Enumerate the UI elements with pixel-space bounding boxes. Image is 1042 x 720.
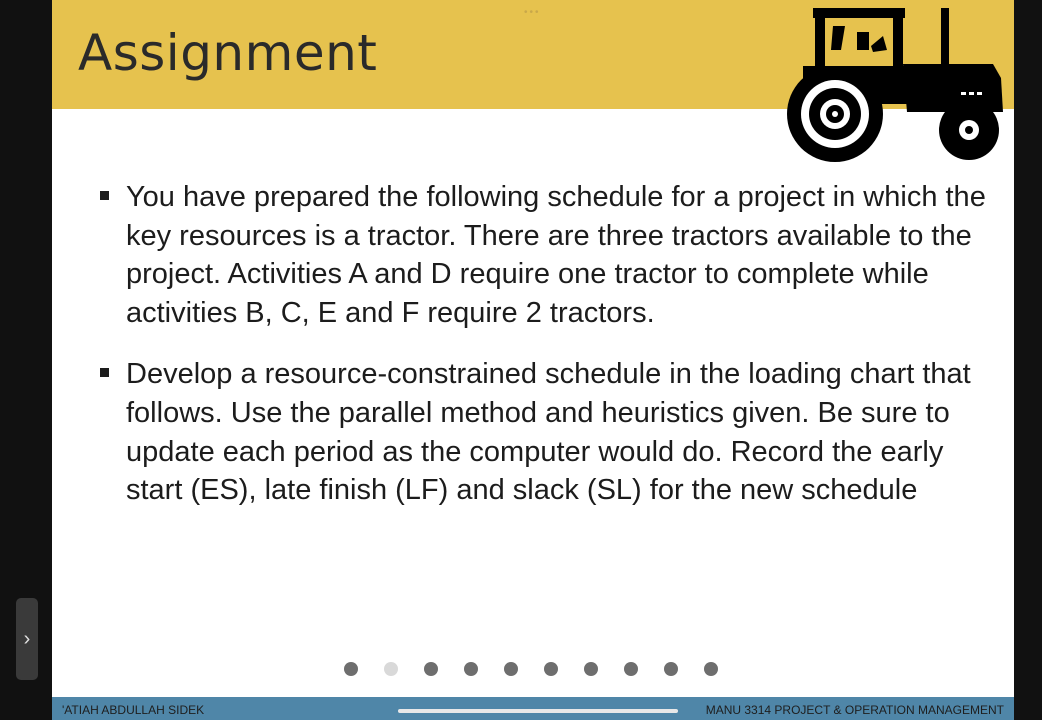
- tractor-icon: [783, 6, 1013, 162]
- side-panel-toggle[interactable]: [16, 598, 38, 680]
- footer-author: 'ATIAH ABDULLAH SIDEK: [62, 703, 205, 717]
- bullet-text: You have prepared the following schedule for a project in which the key resources is a tractor. There are three tractors available to the project. Activities A and D require one tractor to complete while activities B, C, E and F require 2 tractors.: [126, 181, 986, 329]
- page-dot-current[interactable]: [384, 662, 398, 676]
- bullet-square-icon: [100, 368, 109, 377]
- slide-title: Assignment: [78, 24, 378, 82]
- page-dot[interactable]: [504, 662, 518, 676]
- page-dot[interactable]: [624, 662, 638, 676]
- bullet-item-1: [92, 178, 992, 332]
- page-dot[interactable]: [704, 662, 718, 676]
- page-dot[interactable]: [464, 662, 478, 676]
- footer-course: MANU 3314 PROJECT & OPERATION MANAGEMENT: [705, 703, 1004, 717]
- slide: [52, 0, 1014, 720]
- top-marker: •••: [524, 7, 541, 18]
- bullet-text: Develop a resource-constrained schedule in the loading chart that follows. Use the parallel method and heuristics given. Be sure to update each period as the computer would do. Record the early start (ES), late finish (LF) and slack (SL) for the new schedule: [126, 358, 971, 507]
- page-dot[interactable]: [424, 662, 438, 676]
- chevron-right-icon: ›: [23, 628, 31, 650]
- page-dot[interactable]: [344, 662, 358, 676]
- page-dot[interactable]: [544, 662, 558, 676]
- right-bezel: [1014, 0, 1042, 720]
- bullet-square-icon: [100, 191, 109, 200]
- page-dot[interactable]: [584, 662, 598, 676]
- page-dot[interactable]: [664, 662, 678, 676]
- progress-scrollbar[interactable]: [398, 709, 678, 713]
- bullet-item-2: [92, 355, 992, 509]
- slide-content: [92, 178, 992, 533]
